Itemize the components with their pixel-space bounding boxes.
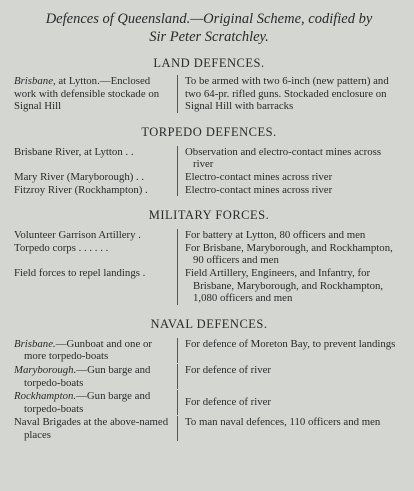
row-left: Fitzroy River (Rockhampton) . <box>14 183 148 196</box>
row-right: Field Artillery, Engineers, and Infantry, for Brisbane, Maryborough, and Rockhampton, 1,080 officers and men <box>177 267 404 305</box>
torpedo-defences-heading: TORPEDO DEFENCES. <box>141 124 277 139</box>
row-left-italic: Maryborough. <box>14 363 77 376</box>
row-left: Field forces to repel landings . <box>14 266 146 279</box>
title-line-2: Sir Peter Scratchley. <box>149 29 269 45</box>
page-title <box>14 6 404 46</box>
land-defences-table <box>14 75 404 113</box>
table-row <box>14 390 404 415</box>
military-forces-heading: MILITARY FORCES. <box>148 208 270 223</box>
row-left <box>14 416 177 441</box>
row-left-italic: Brisbane. <box>14 337 56 350</box>
row-right: Electro-contact mines across river <box>177 171 404 184</box>
table-row <box>14 364 404 389</box>
table-row <box>14 416 404 441</box>
row-left-text: Naval Brigades at the above-named places <box>14 416 169 441</box>
row-left: Torpedo corps . . . . . . <box>14 241 109 254</box>
table-row <box>14 229 404 242</box>
row-right: For defence of river <box>177 390 404 415</box>
row-right: To be armed with two 6-inch (new pattern) and two 64-pr. rifled guns. Stockaded enclosure on Signal Hill with barracks <box>177 75 404 113</box>
row-right: Electro-contact mines across river <box>177 184 404 197</box>
row-left-italic: Rockhampton. <box>14 390 77 403</box>
table-row <box>14 184 404 197</box>
row-left-text: at Lytton.—Enclosed work with defensible stockade on Signal Hill <box>14 75 160 113</box>
row-left: Mary River (Maryborough) . . <box>14 170 145 183</box>
row-left: Volunteer Garrison Artillery . <box>14 229 141 242</box>
naval-defences-table <box>14 338 404 442</box>
torpedo-defences-table <box>14 146 404 196</box>
row-left-text: —Gunboat and one or more torpedo-boats <box>24 337 152 363</box>
table-row <box>14 338 404 363</box>
table-row <box>14 267 404 305</box>
row-left <box>14 364 177 389</box>
row-right: For battery at Lytton, 80 officers and men <box>177 229 404 242</box>
row-left-text: —Gun barge and torpedo-boats <box>24 390 151 415</box>
land-defences-heading: LAND DEFENCES. <box>153 56 265 70</box>
row-left <box>14 338 177 363</box>
title-line-1: Defences of Queensland.—Original Scheme, codified by <box>45 11 373 27</box>
row-right: For Brisbane, Maryborough, and Rockhampton, 90 officers and men <box>177 242 404 267</box>
row-left-italic: Brisbane, <box>14 75 56 87</box>
row-right: To man naval defences, 110 officers and men <box>177 416 404 441</box>
table-row <box>14 242 404 267</box>
table-row <box>14 146 404 171</box>
row-left <box>14 390 177 415</box>
naval-defences-heading: NAVAL DEFENCES. <box>150 316 268 331</box>
row-left <box>14 75 177 113</box>
military-forces-table <box>14 229 404 305</box>
table-row <box>14 75 404 113</box>
row-left-text: —Gun barge and torpedo-boats <box>24 363 151 389</box>
table-row <box>14 171 404 184</box>
row-right: Observation and electro-contact mines across river <box>177 146 404 171</box>
row-left: Brisbane River, at Lytton . . <box>14 145 134 158</box>
row-right: For defence of Moreton Bay, to prevent landings <box>177 338 404 363</box>
row-right: For defence of river <box>177 364 404 389</box>
